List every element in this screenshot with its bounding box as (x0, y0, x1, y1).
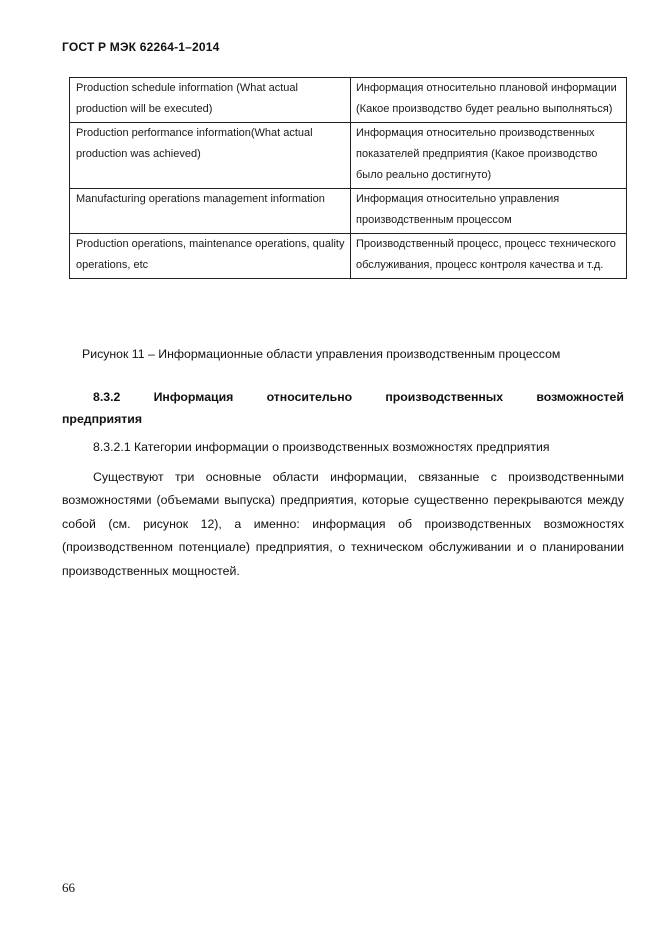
table-cell-english: Production operations, maintenance operations, quality operations, etc (70, 234, 351, 279)
page-number: 66 (62, 880, 75, 895)
table-row (70, 234, 627, 279)
section-number: 8.3.2 (93, 390, 121, 404)
table-cell-russian: Информация относительно управления производственным процессом (351, 189, 627, 234)
section-word: относительно (266, 390, 353, 404)
table-row (70, 189, 627, 234)
table-cell-russian: Информация относительно плановой информации (Какое производство будет реально выполняться) (351, 78, 627, 123)
body-paragraph: Существуют три основные области информации, связанные с производственными возможностями (объемами выпуска) предприятия, которые существенно перекрываются между собой (см. рисунок 12), а именно: информация об производственных возможностях (производственном потенциале) предприятия, о техническом обслуживании и о планировании производственных мощностей. (62, 470, 624, 578)
section-heading-line (62, 386, 624, 408)
translation-table (69, 77, 627, 279)
table-cell-russian: Производственный процесс, процесс технического обслуживания, процесс контроля качества и т.д. (351, 234, 627, 279)
table-cell-english: Manufacturing operations management information (70, 189, 351, 234)
table-cell-english: Production performance information(What actual production was achieved) (70, 123, 351, 189)
section-heading (62, 386, 624, 430)
table-cell-russian: Информация относительно производственных показателей предприятия (Какое производство было реально достигнуто) (351, 123, 627, 189)
section-word: возможностей (536, 390, 624, 404)
document-header: ГОСТ Р МЭК 62264-1–2014 (62, 40, 220, 54)
table-row (70, 123, 627, 189)
figure-caption: Рисунок 11 – Информационные области управления производственным процессом (82, 347, 561, 361)
section-word: производственных (385, 390, 504, 404)
table-cell-english: Production schedule information (What actual production will be executed) (70, 78, 351, 123)
table-row (70, 78, 627, 123)
subsection-heading: 8.3.2.1 Категории информации о производственных возможностях предприятия (93, 440, 550, 454)
section-heading-continuation: предприятия (62, 412, 143, 426)
section-word: Информация (153, 390, 234, 404)
